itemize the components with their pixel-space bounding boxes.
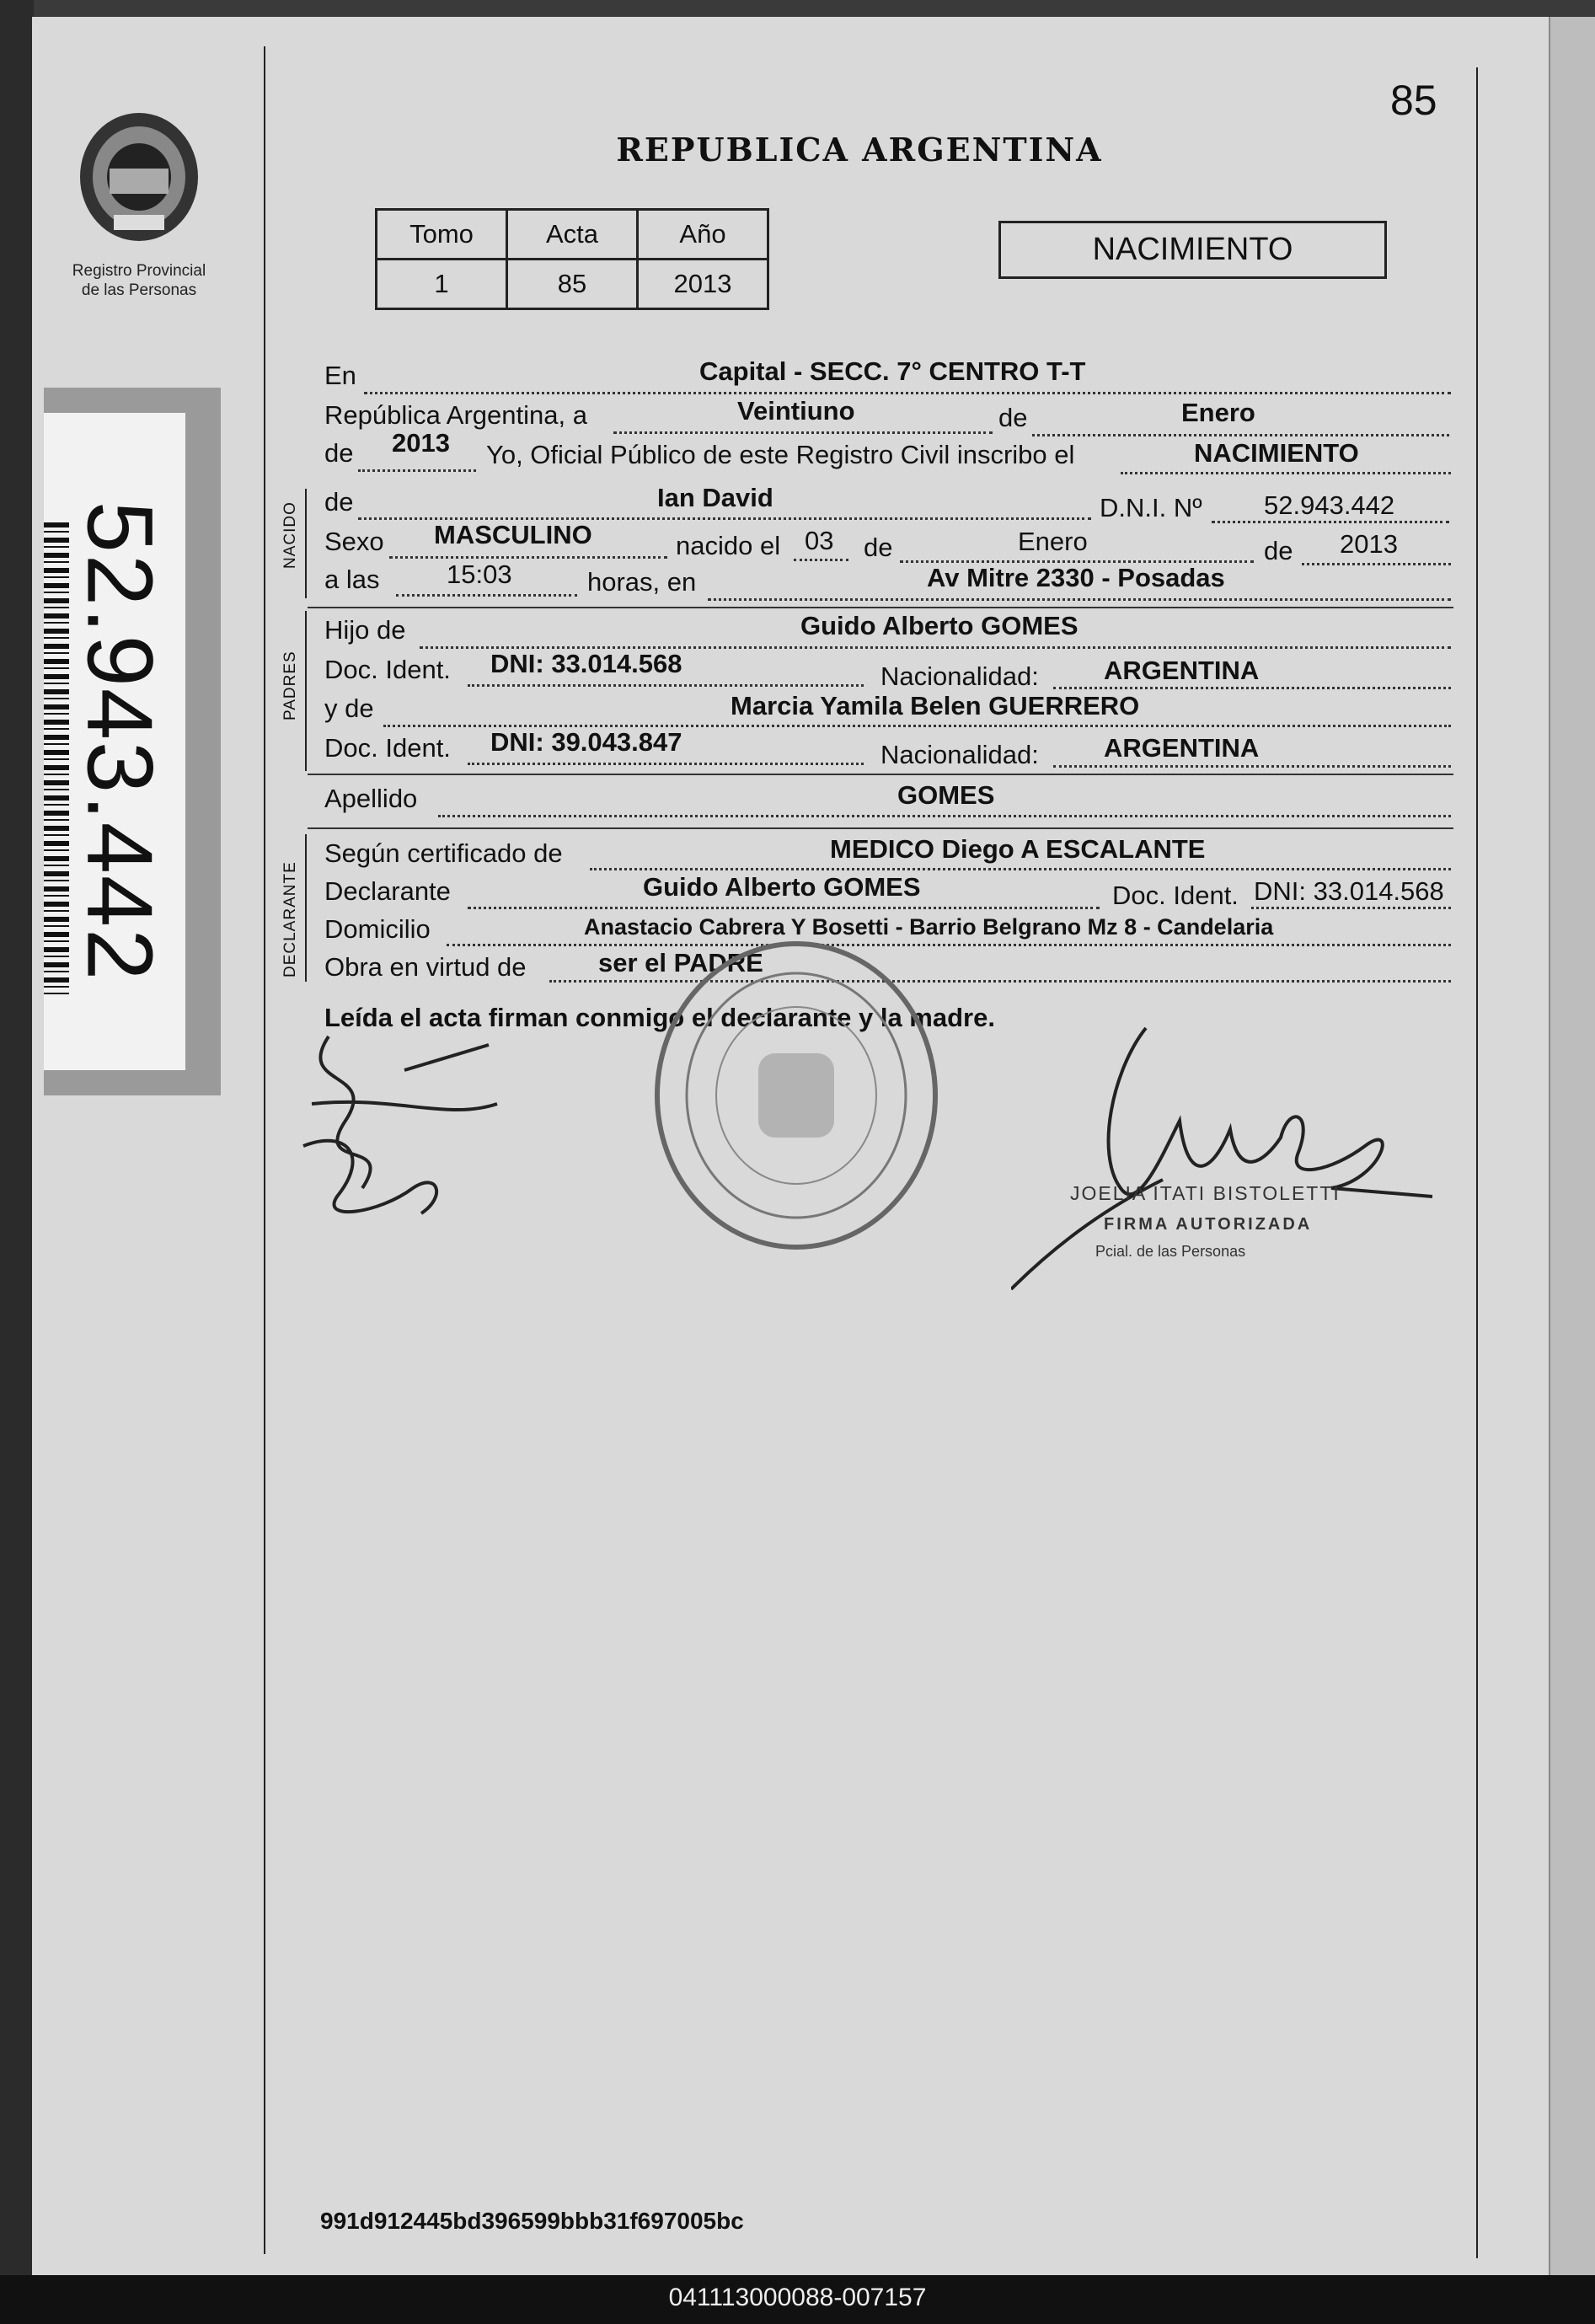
official-stamp: [649, 935, 944, 1256]
sexo-label: Sexo: [324, 527, 384, 556]
certificado-dotted-line: [590, 868, 1451, 870]
registry-label: [51, 261, 227, 300]
dni-value: 52.943.442: [1264, 490, 1395, 520]
official-role: FIRMA AUTORIZADA: [1104, 1215, 1313, 1234]
declarante-label: Declarante: [324, 876, 451, 906]
mes-dotted-line: [1032, 434, 1449, 436]
lugar-value: Av Mitre 2330 - Posadas: [927, 563, 1225, 592]
document-hash: 991d912445bd396599bbb31f697005bc: [320, 2208, 744, 2234]
nacido-anio-dotted-line: [1302, 563, 1451, 565]
declarant-signature: [278, 1020, 531, 1239]
lugar-dotted-line: [708, 598, 1451, 601]
madre-dni-dotted-line: [468, 763, 864, 765]
inscribo-value: NACIMIENTO: [1194, 438, 1359, 468]
inscribo-dotted-line: [1121, 472, 1451, 474]
nacido-anio-value: 2013: [1340, 529, 1398, 559]
de-label: de: [998, 403, 1028, 432]
nacido-de-label: de: [864, 533, 893, 562]
padre-doc-label: Doc. Ident.: [324, 655, 451, 684]
margin-line-left: [264, 46, 265, 2254]
apellido-value: GOMES: [897, 780, 995, 810]
nacido-bracket: [305, 489, 307, 598]
official-org: Pcial. de las Personas: [1095, 1243, 1246, 1260]
certificado-value: MEDICO Diego A ESCALANTE: [830, 834, 1206, 864]
tomo-header: Tomo: [377, 210, 507, 260]
sexo-value: MASCULINO: [434, 520, 592, 549]
padre-dni-dotted-line: [468, 684, 864, 687]
hora-value: 15:03: [447, 560, 512, 589]
section-divider-2: [308, 774, 1453, 775]
document-type-box: NACIMIENTO: [998, 221, 1387, 279]
registry-label-line1: Registro Provincial: [72, 262, 206, 280]
tomo-acta-table: [375, 208, 769, 310]
declarante-side-text: DECLARANTE: [281, 861, 299, 977]
alas-label: a las: [324, 565, 380, 594]
dni-dotted-line: [1212, 521, 1449, 523]
tomo-table-header-row: [377, 210, 768, 260]
nacido-dia-dotted-line: [794, 559, 848, 561]
anio-dotted-line: [358, 469, 476, 472]
misiones-seal-logo: [76, 110, 202, 244]
domicilio-dotted-line: [447, 944, 1451, 946]
acta-value: 85: [507, 260, 638, 309]
madre-doc-label: Doc. Ident.: [324, 733, 451, 763]
tomo-table-value-row: [377, 260, 768, 309]
obra-label: Obra en virtud de: [324, 952, 527, 982]
anio-header: Año: [638, 210, 768, 260]
padre-name: Guido Alberto GOMES: [800, 611, 1078, 640]
margin-line-right: [1476, 67, 1478, 2258]
declarante-bracket: [305, 834, 307, 982]
padre-dni: DNI: 33.014.568: [490, 649, 682, 678]
sexo-dotted-line: [389, 556, 667, 559]
nacido-dia-value: 03: [805, 526, 834, 555]
section-divider-1: [308, 607, 1453, 608]
apellido-label: Apellido: [324, 784, 418, 813]
declarante-dotted-line: [468, 907, 1100, 909]
hijo-de-label: Hijo de: [324, 615, 406, 645]
nacido-de2-label: de: [1264, 536, 1293, 565]
padre-nac-value: ARGENTINA: [1104, 656, 1260, 685]
declarante-dni-dotted-line: [1251, 907, 1451, 909]
madre-dni: DNI: 39.043.847: [490, 727, 682, 757]
de2-label: de: [324, 438, 354, 468]
y-de-label: y de: [324, 693, 374, 723]
segun-label: Según certificado de: [324, 838, 563, 868]
anio-value: 2013: [638, 260, 768, 309]
anio-text-value: 2013: [392, 428, 450, 458]
tomo-value: 1: [377, 260, 507, 309]
madre-nac-label: Nacionalidad:: [880, 740, 1039, 769]
madre-name: Marcia Yamila Belen GUERRERO: [731, 691, 1140, 720]
nombre-label: de: [324, 487, 354, 517]
declarante-name: Guido Alberto GOMES: [643, 872, 921, 902]
republica-label: República Argentina, a: [324, 400, 587, 430]
declarante-doc-label: Doc. Ident.: [1112, 881, 1239, 910]
declarante-dni: DNI: 33.014.568: [1254, 876, 1444, 906]
domicilio-value: Anastacio Cabrera Y Bosetti - Barrio Belgrano Mz 8 - Candelaria: [584, 914, 1274, 940]
domicilio-label: Domicilio: [324, 914, 431, 944]
en-value: Capital - SECC. 7° CENTRO T-T: [699, 356, 1086, 386]
footer-code: 041113000088-007157: [668, 2284, 927, 2311]
section-divider-3: [308, 827, 1453, 829]
apellido-dotted-line: [438, 815, 1451, 817]
inscribo-label: Yo, Oficial Público de este Registro Civil inscribo el: [486, 440, 1075, 469]
dia-value: Veintiuno: [737, 396, 855, 426]
dni-label: D.N.I. Nº: [1100, 493, 1202, 522]
mes-value: Enero: [1181, 398, 1255, 427]
padres-bracket: [305, 611, 307, 771]
nombre-value: Ian David: [657, 483, 773, 512]
vertical-dni-number: [61, 472, 179, 1011]
madre-nac-dotted-line: [1053, 765, 1451, 768]
document-title: REPUBLICA ARGENTINA: [616, 131, 1103, 169]
hora-dotted-line: [396, 594, 577, 597]
registry-label-line2: de las Personas: [81, 281, 197, 299]
page-number: 85: [1390, 77, 1437, 124]
closing-statement: Leída el acta firman conmigo el declarante y la madre.: [324, 1003, 995, 1032]
dia-dotted-line: [613, 431, 993, 434]
scan-right-edge: [1549, 17, 1595, 2275]
padre-nac-dotted-line: [1053, 687, 1451, 689]
vertical-dni-text: 52.943.442: [67, 501, 172, 983]
nacido-el-label: nacido el: [676, 531, 781, 560]
en-dotted-line: [364, 392, 1451, 394]
footer-bar: [0, 2275, 1595, 2324]
padres-side-text: PADRES: [281, 651, 299, 720]
nacido-mes-value: Enero: [1018, 527, 1088, 556]
acta-header: Acta: [507, 210, 638, 260]
obra-value: ser el PADRE: [598, 948, 763, 977]
en-label: En: [324, 361, 356, 390]
padre-nac-label: Nacionalidad:: [880, 661, 1039, 691]
official-name: JOELIA ITATI BISTOLETTI: [1070, 1182, 1341, 1204]
scan-left-edge: [0, 0, 34, 2324]
nacido-side-text: NACIDO: [281, 501, 299, 569]
madre-nac-value: ARGENTINA: [1104, 733, 1260, 763]
horas-en-label: horas, en: [587, 567, 697, 597]
